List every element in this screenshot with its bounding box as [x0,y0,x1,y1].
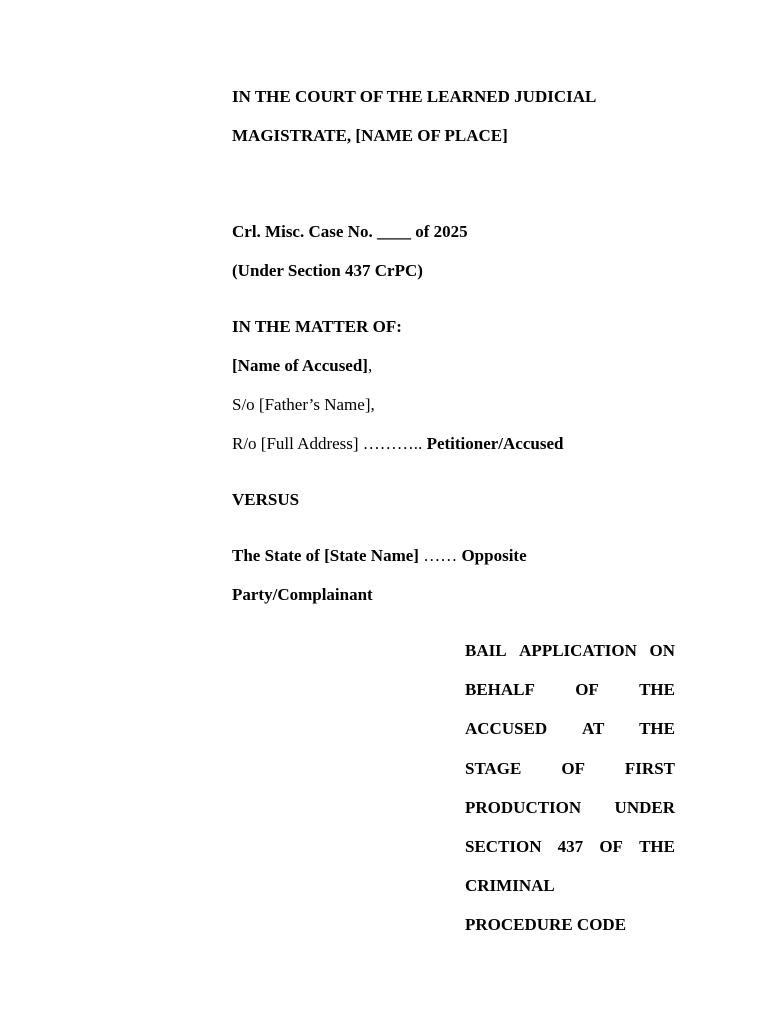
application-title-word: CRIMINAL [465,876,555,895]
application-title-line [465,641,675,661]
petitioner-role: Petitioner/Accused [426,434,564,453]
application-title-word: THE [639,680,675,699]
state-name: The State of [State Name] [232,546,419,565]
application-title-word: AT [581,719,605,738]
case-section: (Under Section 437 CrPC) [232,261,423,280]
state-line [232,546,527,566]
application-title-word: BEHALF [465,680,535,699]
application-title-word: FIRST [624,759,675,778]
application-title-line [465,798,675,818]
application-title-word: ON [649,641,675,660]
application-title-line [465,719,675,739]
application-title-word: UNDER [614,798,675,817]
application-title-word: PROCEDURE CODE [465,915,627,934]
court-heading-line-1: IN THE COURT OF THE LEARNED JUDICIAL [232,87,597,106]
address-text: R/o [Full Address] ……….. [232,434,427,453]
state-dots: …… [418,546,462,565]
opposite-party-part-2: Party/Complainant [232,585,373,604]
application-title-line [465,876,675,896]
application-title-line [465,915,675,935]
application-title-word: BAIL [465,641,507,660]
matter-heading: IN THE MATTER OF: [232,317,402,336]
application-title-word: OF [575,680,599,699]
accused-name-line [232,356,372,376]
father-name-line: S/o [Father’s Name], [232,395,375,414]
application-title-word: STAGE [465,759,522,778]
application-title-word: PRODUCTION [465,798,582,817]
application-title-word: APPLICATION [519,641,637,660]
accused-name-comma: , [367,356,373,375]
versus-heading: VERSUS [232,490,300,509]
application-title-word: SECTION [465,837,542,856]
address-line [232,434,563,454]
application-title-word: 437 [557,837,584,856]
application-title-line [465,837,675,857]
court-heading-line-2: MAGISTRATE, [NAME OF PLACE] [232,126,508,145]
application-title-word: OF [561,759,585,778]
application-title-word: OF [599,837,623,856]
accused-name: [Name of Accused] [232,356,368,375]
opposite-party-part-1: Opposite [461,546,527,565]
application-title-word: ACCUSED [465,719,548,738]
application-title-line [465,680,675,700]
application-title-word: THE [639,837,675,856]
application-title-line [465,759,675,779]
application-title-word: THE [639,719,675,738]
case-number: Crl. Misc. Case No. ____ of 2025 [232,222,468,241]
